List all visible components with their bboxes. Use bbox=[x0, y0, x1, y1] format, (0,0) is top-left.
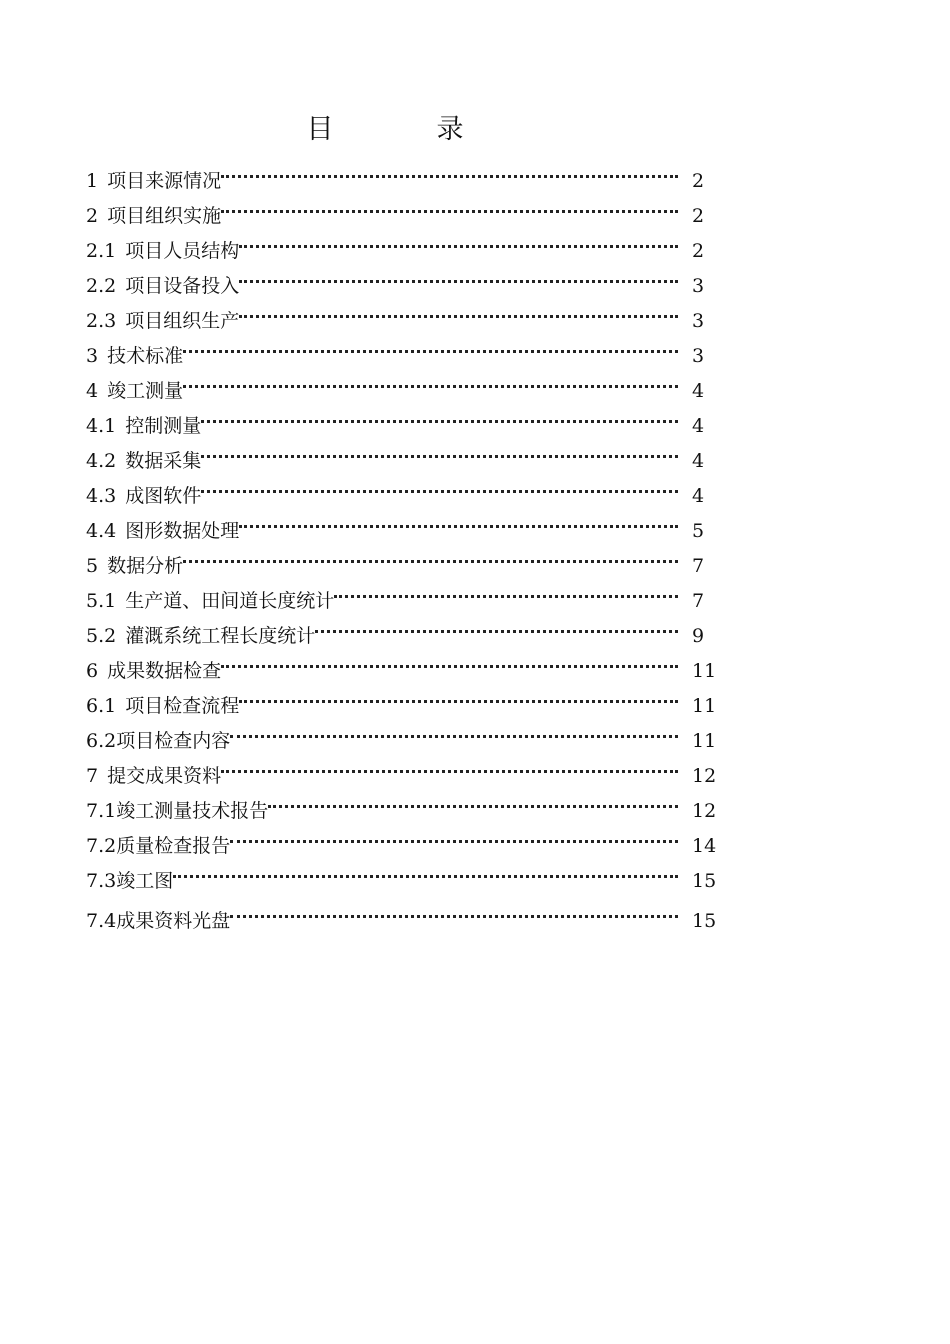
toc-entry[interactable] bbox=[86, 164, 726, 199]
toc-entry-number: 7.3 bbox=[86, 870, 117, 892]
toc-dot-leader bbox=[268, 805, 678, 808]
toc-dot-leader bbox=[201, 490, 678, 493]
toc-entry-title: 竣工图 bbox=[116, 870, 174, 892]
toc-entry-number: 4.3 bbox=[86, 485, 117, 507]
toc-entry-number: 4 bbox=[86, 380, 99, 402]
toc-entry[interactable] bbox=[86, 339, 726, 374]
toc-entry[interactable] bbox=[86, 864, 726, 899]
toc-dot-leader bbox=[221, 665, 678, 668]
toc-entry-title: 提交成果资料 bbox=[107, 765, 222, 787]
toc-dot-leader bbox=[183, 350, 678, 353]
toc-entry-page-number: 4 bbox=[692, 485, 705, 507]
toc-entry-page-number: 15 bbox=[692, 910, 717, 932]
toc-entry[interactable] bbox=[86, 619, 726, 654]
toc-entry-title: 项目组织生产 bbox=[125, 310, 240, 332]
toc-entry-title: 质量检查报告 bbox=[116, 835, 231, 857]
toc-entry[interactable] bbox=[86, 829, 726, 864]
toc-entry-page-number: 3 bbox=[692, 345, 705, 367]
toc-entry-title: 生产道、田间道长度统计 bbox=[125, 590, 335, 612]
toc-entry-page-number: 15 bbox=[692, 870, 717, 892]
toc-entry-title: 图形数据处理 bbox=[125, 520, 240, 542]
toc-entry-number: 6 bbox=[86, 660, 99, 682]
toc-entry-title: 数据分析 bbox=[107, 555, 184, 577]
toc-entry-title: 技术标准 bbox=[107, 345, 184, 367]
toc-dot-leader bbox=[315, 630, 678, 633]
toc-entry[interactable] bbox=[86, 514, 726, 549]
toc-entry-number: 5.2 bbox=[86, 625, 117, 647]
toc-entry-page-number: 12 bbox=[692, 765, 717, 787]
toc-entry[interactable] bbox=[86, 759, 726, 794]
toc-dot-leader bbox=[201, 455, 678, 458]
toc-entry-page-number: 5 bbox=[692, 520, 705, 542]
toc-dot-leader bbox=[239, 700, 678, 703]
toc-entry[interactable] bbox=[86, 479, 726, 514]
toc-title: 目 录 bbox=[306, 114, 502, 145]
toc-entry[interactable] bbox=[86, 444, 726, 479]
toc-entry-page-number: 4 bbox=[692, 450, 705, 472]
toc-entry-number: 2.1 bbox=[86, 240, 117, 262]
toc-entry-page-number: 7 bbox=[692, 590, 705, 612]
toc-entry[interactable] bbox=[86, 199, 726, 234]
toc-entry-title: 项目设备投入 bbox=[125, 275, 240, 297]
toc-dot-leader bbox=[183, 560, 678, 563]
toc-entry-page-number: 12 bbox=[692, 800, 717, 822]
toc-dot-leader bbox=[230, 735, 678, 738]
toc-entry[interactable] bbox=[86, 234, 726, 269]
toc-list bbox=[86, 164, 726, 939]
toc-dot-leader bbox=[221, 210, 678, 213]
toc-entry-title: 成果资料光盘 bbox=[116, 910, 231, 932]
toc-entry-number: 5.1 bbox=[86, 590, 117, 612]
toc-entry-page-number: 3 bbox=[692, 310, 705, 332]
toc-entry-number: 6.1 bbox=[86, 695, 117, 717]
toc-entry-number: 7.1 bbox=[86, 800, 117, 822]
toc-entry[interactable] bbox=[86, 304, 726, 339]
toc-entry-title: 竣工测量 bbox=[107, 380, 184, 402]
toc-entry-page-number: 2 bbox=[692, 205, 705, 227]
toc-dot-leader bbox=[239, 245, 678, 248]
toc-entry-page-number: 11 bbox=[692, 660, 717, 682]
toc-entry-number: 2 bbox=[86, 205, 99, 227]
toc-entry-title: 项目来源情况 bbox=[107, 170, 222, 192]
toc-dot-leader bbox=[183, 385, 678, 388]
toc-entry-number: 2.2 bbox=[86, 275, 117, 297]
toc-entry-page-number: 14 bbox=[692, 835, 717, 857]
toc-entry-title: 项目检查流程 bbox=[125, 695, 240, 717]
toc-entry-page-number: 4 bbox=[692, 380, 705, 402]
toc-dot-leader bbox=[239, 280, 678, 283]
toc-entry-number: 7.2 bbox=[86, 835, 117, 857]
toc-entry-title: 项目人员结构 bbox=[125, 240, 240, 262]
toc-dot-leader bbox=[230, 915, 678, 918]
toc-dot-leader bbox=[201, 420, 678, 423]
toc-entry-number: 6.2 bbox=[86, 730, 117, 752]
toc-dot-leader bbox=[334, 595, 678, 598]
toc-entry-number: 7.4 bbox=[86, 910, 117, 932]
toc-entry-number: 5 bbox=[86, 555, 99, 577]
toc-dot-leader bbox=[239, 525, 678, 528]
toc-entry-number: 7 bbox=[86, 765, 99, 787]
toc-entry-page-number: 2 bbox=[692, 240, 705, 262]
toc-entry[interactable] bbox=[86, 374, 726, 409]
toc-entry-title: 控制测量 bbox=[125, 415, 202, 437]
toc-entry-page-number: 11 bbox=[692, 695, 717, 717]
toc-entry-page-number: 3 bbox=[692, 275, 705, 297]
toc-entry-number: 4.2 bbox=[86, 450, 117, 472]
toc-entry-title: 成图软件 bbox=[125, 485, 202, 507]
toc-entry-page-number: 4 bbox=[692, 415, 705, 437]
toc-entry-title: 数据采集 bbox=[125, 450, 202, 472]
toc-dot-leader bbox=[221, 175, 678, 178]
toc-entry[interactable] bbox=[86, 549, 726, 584]
toc-entry[interactable] bbox=[86, 689, 726, 724]
toc-dot-leader bbox=[221, 770, 678, 773]
toc-entry[interactable] bbox=[86, 724, 726, 759]
toc-dot-leader bbox=[173, 875, 678, 878]
toc-entry-page-number: 11 bbox=[692, 730, 717, 752]
toc-entry-number: 1 bbox=[86, 170, 99, 192]
toc-entry[interactable] bbox=[86, 654, 726, 689]
toc-entry-number: 3 bbox=[86, 345, 99, 367]
toc-entry-title: 灌溉系统工程长度统计 bbox=[125, 625, 316, 647]
toc-entry[interactable] bbox=[86, 584, 726, 619]
toc-entry[interactable] bbox=[86, 409, 726, 444]
toc-entry-page-number: 2 bbox=[692, 170, 705, 192]
toc-entry-number: 4.1 bbox=[86, 415, 117, 437]
toc-entry-title: 项目组织实施 bbox=[107, 205, 222, 227]
toc-entry-title: 成果数据检查 bbox=[107, 660, 222, 682]
toc-entry-title: 项目检查内容 bbox=[116, 730, 231, 752]
toc-entry[interactable] bbox=[86, 904, 726, 939]
toc-dot-leader bbox=[239, 315, 678, 318]
toc-entry-page-number: 9 bbox=[692, 625, 705, 647]
toc-entry[interactable] bbox=[86, 269, 726, 304]
toc-entry-page-number: 7 bbox=[692, 555, 705, 577]
toc-dot-leader bbox=[230, 840, 678, 843]
toc-entry-number: 2.3 bbox=[86, 310, 117, 332]
toc-entry-title: 竣工测量技术报告 bbox=[116, 800, 269, 822]
toc-entry-number: 4.4 bbox=[86, 520, 117, 542]
toc-entry[interactable] bbox=[86, 794, 726, 829]
